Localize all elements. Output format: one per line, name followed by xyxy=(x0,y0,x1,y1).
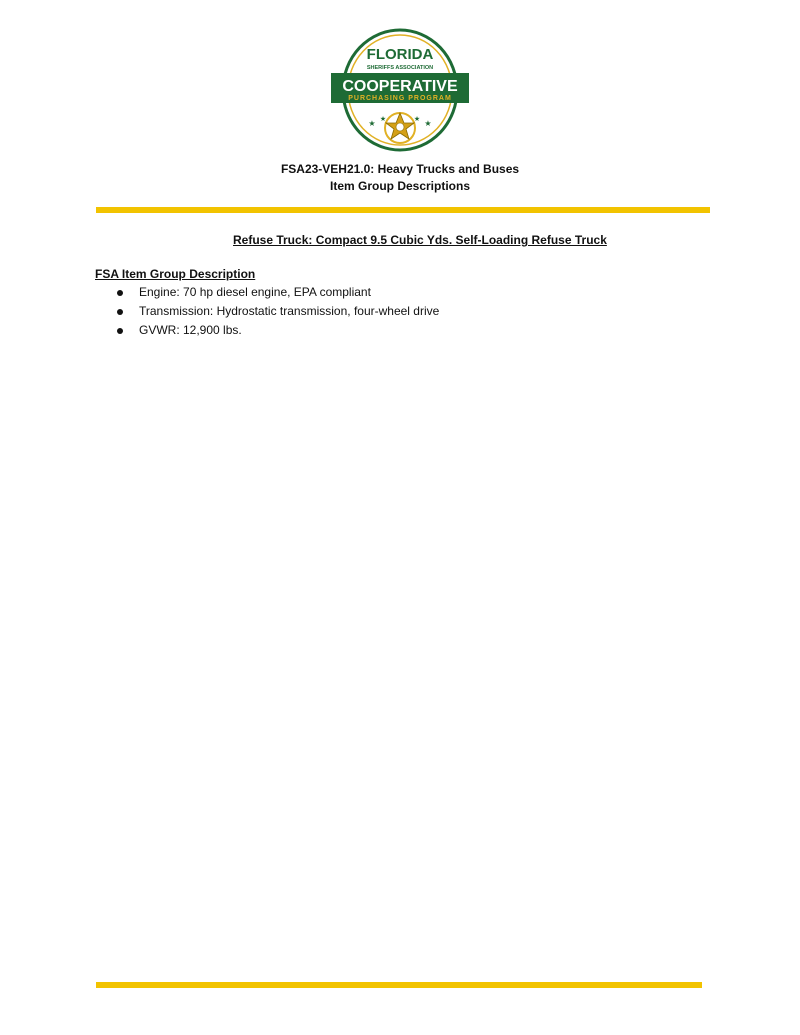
fsa-cooperative-logo xyxy=(330,27,470,153)
document-title: FSA23-VEH21.0: Heavy Trucks and Buses xyxy=(280,162,520,176)
svg-text:SHERIFFS ASSOCIATION: SHERIFFS ASSOCIATION xyxy=(366,65,434,71)
document-subtitle: Item Group Descriptions xyxy=(329,179,471,193)
svg-text:★: ★ xyxy=(368,119,376,128)
svg-text:PURCHASING PROGRAM: PURCHASING PROGRAM xyxy=(348,95,452,102)
top-divider xyxy=(96,207,710,213)
bullet-icon xyxy=(117,290,123,296)
svg-text:★: ★ xyxy=(424,119,432,128)
list-item: Engine: 70 hp diesel engine, EPA compliant xyxy=(117,285,439,304)
svg-text:FLORIDA: FLORIDA xyxy=(366,46,434,63)
svg-text:★: ★ xyxy=(413,116,421,123)
svg-text:COOPERATIVE: COOPERATIVE xyxy=(342,78,458,95)
description-list xyxy=(117,285,439,342)
bullet-icon xyxy=(117,309,123,315)
svg-text:★: ★ xyxy=(379,116,387,123)
list-item: GVWR: 12,900 lbs. xyxy=(117,323,439,342)
list-item: Transmission: Hydrostatic transmission, four-wheel drive xyxy=(117,304,439,323)
bullet-icon xyxy=(117,328,123,334)
bottom-divider xyxy=(96,982,702,988)
description-heading: FSA Item Group Description xyxy=(95,267,256,281)
item-group-title: Refuse Truck: Compact 9.5 Cubic Yds. Self-Loading Refuse Truck xyxy=(233,233,607,247)
